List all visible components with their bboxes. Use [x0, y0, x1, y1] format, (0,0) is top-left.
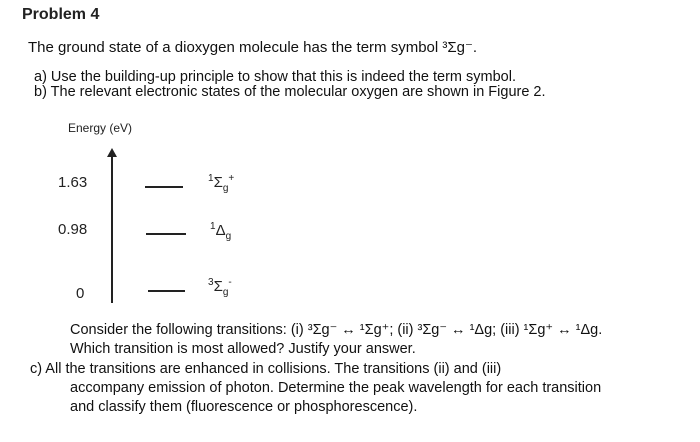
- question-b: b) The relevant electronic states of the molecular oxygen are shown in Figure 2.: [34, 84, 546, 100]
- question-a: a) Use the building-up principle to show that this is indeed the term symbol.: [34, 69, 516, 85]
- term-symbol-1: $^1\Sigma_g^+$: [208, 173, 235, 194]
- problem-title: Problem 4: [22, 6, 100, 23]
- energy-axis-label: Energy (eV): [68, 121, 133, 135]
- energy-axis: [111, 153, 113, 303]
- term-symbol-3: $^3\Sigma_g^-$: [208, 277, 232, 298]
- term-symbol-2: $^1\Delta_g$: [210, 221, 232, 242]
- energy-level-line-1: [145, 186, 183, 188]
- part-c-line-4: accompany emission of photon. Determine the peak wavelength for each transition: [70, 380, 602, 396]
- energy-value-1: 1.63: [58, 174, 88, 191]
- part-c-line-2: Which transition is most allowed? Justify your answer.: [70, 341, 416, 357]
- part-c-line-1: Consider the following transitions: (i) ³Σg⁻ ↔ ¹Σg⁺; (ii) ³Σg⁻ ↔ ¹Δg; (iii) ¹Σg⁺ ↔ ¹Δg.: [70, 322, 603, 338]
- energy-value-3: 0: [76, 285, 85, 302]
- energy-value-2: 0.98: [58, 221, 88, 238]
- energy-level-line-3: [148, 290, 185, 292]
- part-c-line-5: and classify them (fluorescence or phosphorescence).: [70, 399, 418, 415]
- energy-level-line-2: [146, 233, 186, 235]
- problem-intro: The ground state of a dioxygen molecule has the term symbol ³Σg⁻.: [28, 39, 478, 56]
- part-c-line-3: c) All the transitions are enhanced in collisions. The transitions (ii) and (iii): [30, 361, 502, 377]
